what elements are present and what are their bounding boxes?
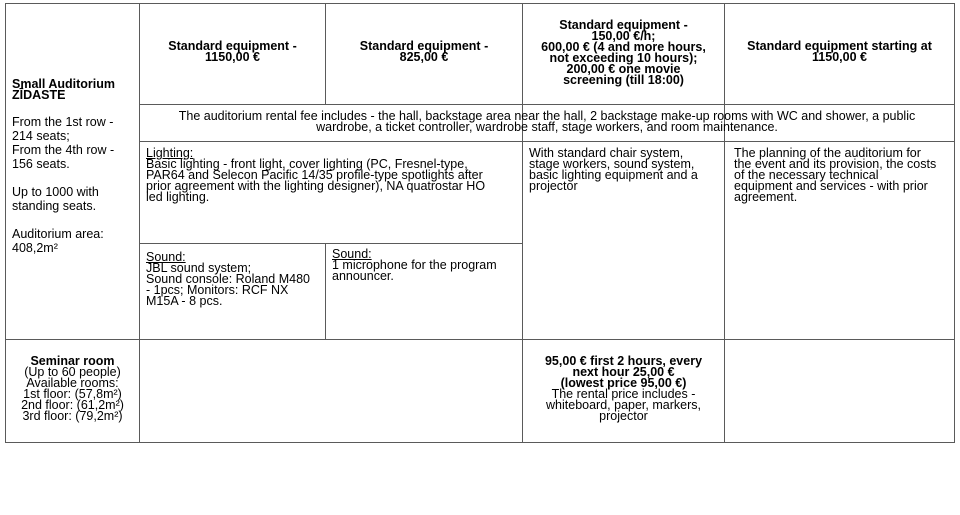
planning-line: The planning of the auditorium for xyxy=(734,146,921,160)
seminar-info-line: (Up to 60 people) xyxy=(24,365,121,379)
planning-line: of the necessary technical xyxy=(734,168,879,182)
sound-label: Sound: xyxy=(332,247,372,261)
auditorium-name-line2: ZĪDASTE xyxy=(12,88,66,102)
includes-row-divider xyxy=(139,141,955,142)
standard-equipment-cell xyxy=(529,148,723,192)
price-standard-2 xyxy=(326,41,522,63)
table-border-right xyxy=(954,3,955,443)
rental-includes-text xyxy=(140,111,954,133)
area-info: Auditorium area: xyxy=(12,227,104,241)
row-divider xyxy=(5,339,955,340)
sound-line: Sound console: Roland M480 xyxy=(146,272,311,286)
price-line: not exceeding 10 hours); xyxy=(549,51,698,65)
price-value: 1150,00 € xyxy=(812,50,867,64)
lighting-line: prior agreement with the lighting designer), NA quatrostar HO xyxy=(146,179,486,193)
planning-line: agreement. xyxy=(734,190,798,204)
standing-info: Up to 1000 with xyxy=(12,185,99,199)
seats-row4: From the 4th row - xyxy=(12,143,115,157)
auditorium-name: Small Auditorium xyxy=(12,77,116,91)
seminar-label-cell xyxy=(6,356,139,422)
sound-system-cell xyxy=(146,252,326,307)
price-standard-starting xyxy=(725,41,954,63)
seminar-price-line: (lowest price 95,00 €) xyxy=(560,376,687,390)
sound-line: 1 microphone for the program xyxy=(332,258,497,272)
area-value: 408,2m² xyxy=(12,241,58,255)
equipment-line: With standard chair system, xyxy=(529,146,684,160)
planning-line: equipment and services - with prior xyxy=(734,179,928,193)
price-label: Standard equipment - xyxy=(359,39,489,53)
standing-info-line2: standing seats. xyxy=(12,199,97,213)
equipment-line: projector xyxy=(529,179,578,193)
lighting-cell xyxy=(146,148,522,203)
price-value: 1150,00 € xyxy=(205,50,260,64)
header-row-divider xyxy=(139,104,955,105)
price-label: Standard equipment starting at xyxy=(747,39,932,53)
price-standard-1 xyxy=(140,41,325,63)
seminar-info-line: 3rd floor: (79,2m²) xyxy=(22,409,123,423)
equipment-line: stage workers, sound system, xyxy=(529,157,695,171)
seminar-info-line: 2nd floor: (61,2m²) xyxy=(21,398,124,412)
seats-row4-count: 156 seats. xyxy=(12,157,70,171)
table-border-top xyxy=(5,3,955,4)
price-line: 150,00 €/h; xyxy=(591,29,656,43)
lighting-sound-divider xyxy=(139,243,522,244)
price-standard-hourly xyxy=(523,20,724,86)
includes-line: wardrobe, a ticket controller, wardrobe staff, stage workers, and room maintenance. xyxy=(316,120,778,134)
table-border-bottom xyxy=(5,442,955,443)
planning-cell xyxy=(734,148,954,203)
seminar-name: Seminar room xyxy=(30,354,115,368)
seminar-price-line: 95,00 € first 2 hours, every xyxy=(544,354,703,368)
sound-line: announcer. xyxy=(332,269,394,283)
includes-line: The auditorium rental fee includes - the hall, backstage area near the hall, 2 backstage make-up rooms with WC and shower, a public xyxy=(178,109,916,123)
price-line: Standard equipment - xyxy=(559,18,688,32)
sound-line: - 1pcs; Monitors: RCF NX xyxy=(146,283,289,297)
sound-line: JBL sound system; xyxy=(146,261,252,275)
sound-line: M15A - 8 pcs. xyxy=(146,294,223,308)
seminar-price-cell xyxy=(523,356,724,422)
price-value: 825,00 € xyxy=(399,50,449,64)
seminar-includes-line: The rental price includes - xyxy=(551,387,696,401)
planning-line: the event and its provision, the costs xyxy=(734,157,937,171)
seats-row1-count: 214 seats; xyxy=(12,129,70,143)
lighting-label: Lighting: xyxy=(146,146,194,160)
seminar-info-line: Available rooms: xyxy=(26,376,119,390)
lighting-line: Basic lighting - front light, cover lighting (PC, Fresnel-type, xyxy=(146,157,468,171)
col-divider xyxy=(139,3,140,443)
price-line: screening (till 18:00) xyxy=(563,73,684,87)
sound-microphone-cell xyxy=(332,249,522,282)
seats-row1: From the 1st row - xyxy=(12,115,114,129)
seminar-includes-line: whiteboard, paper, markers, xyxy=(546,398,701,412)
seminar-price-line: next hour 25,00 € xyxy=(572,365,675,379)
price-line: 600,00 € (4 and more hours, xyxy=(541,40,706,54)
sound-label: Sound: xyxy=(146,250,186,264)
equipment-line: basic lighting equipment and a xyxy=(529,168,698,182)
col-divider xyxy=(724,3,725,443)
price-label: Standard equipment - xyxy=(168,39,297,53)
seminar-info-line: 1st floor: (57,8m²) xyxy=(23,387,122,401)
seminar-includes-line: projector xyxy=(599,409,648,423)
auditorium-label-cell xyxy=(12,79,138,255)
lighting-line: led lighting. xyxy=(146,190,210,204)
lighting-line: PAR64 and Selecon Pacific 14/35 profile-type spotlights after xyxy=(146,168,483,182)
price-line: 200,00 € one movie xyxy=(566,62,681,76)
